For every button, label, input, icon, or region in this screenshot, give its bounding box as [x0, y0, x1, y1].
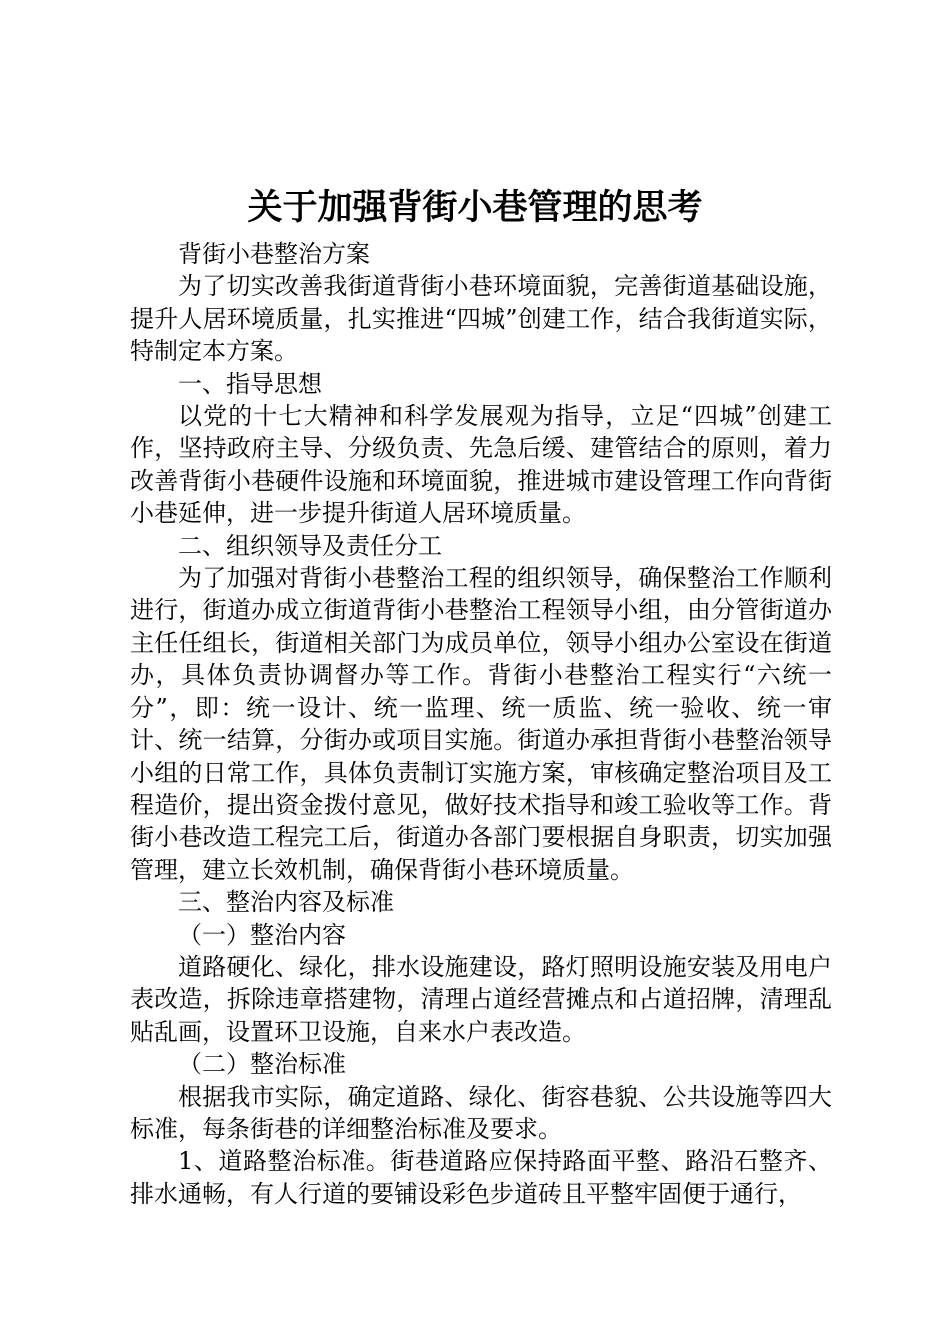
paragraph-plan-heading: 背街小巷整治方案	[178, 240, 370, 268]
paragraph-road-standard: 1、道路整治标准。街巷道路应保持路面平整、路沿石整齐、排水通畅，有人行道的要铺设彩色步道砖且平整牢固便于通行，	[130, 1147, 832, 1208]
section-heading-organization: 二、组织领导及责任分工	[178, 531, 442, 560]
paragraph-standards: 根据我市实际，确定道路、绿化、街容巷貌、公共设施等四大标准，每条街巷的详细整治标准及要求。	[130, 1082, 832, 1143]
subsection-heading-standards: （二）整治标准	[178, 1050, 346, 1079]
paragraph-guiding-ideology: 以党的十七大精神和科学发展观为指导，立足“四城”创建工作，坚持政府主导、分级负责、先急后缓、建管结合的原则，着力改善背街小巷硬件设施和环境面貌，推进城市建设管理工作向背街小巷延伸，进一步提升街道人居环境质量。	[130, 402, 832, 528]
section-heading-content-standards: 三、整治内容及标准	[178, 888, 394, 917]
paragraph-intro: 为了切实改善我街道背街小巷环境面貌，完善街道基础设施，提升人居环境质量，扎实推进“四城”创建工作，结合我街道实际，特制定本方案。	[130, 272, 832, 366]
document-title: 关于加强背街小巷管理的思考	[247, 188, 703, 228]
paragraph-content: 道路硬化、绿化，排水设施建设，路灯照明设施安装及用电户表改造，拆除违章搭建物，清理占道经营摊点和占道招牌，清理乱贴乱画，设置环卫设施，自来水户表改造。	[130, 952, 832, 1046]
section-heading-guiding-ideology: 一、指导思想	[178, 369, 322, 398]
paragraph-organization: 为了加强对背街小巷整治工程的组织领导，确保整治工作顺利进行，街道办成立街道背街小巷整治工程领导小组，由分管街道办主任任组长，街道相关部门为成员单位，领导小组办公室设在街道办，具体负责协调督办等工作。背街小巷整治工程实行“六统一分”，即：统一设计、统一监理、统一质监、统一验收、统一审计、统一结算，分街办或项目实施。街道办承担背街小巷整治领导小组的日常工作，具体负责制订实施方案，审核确定整治项目及工程造价，提出资金拨付意见，做好技术指导和竣工验收等工作。背街小巷改造工程完工后，街道办各部门要根据自身职责，切实加强管理，建立长效机制，确保背街小巷环境质量。	[130, 564, 832, 884]
document-body	[130, 238, 832, 1210]
subsection-heading-content: （一）整治内容	[178, 920, 346, 949]
